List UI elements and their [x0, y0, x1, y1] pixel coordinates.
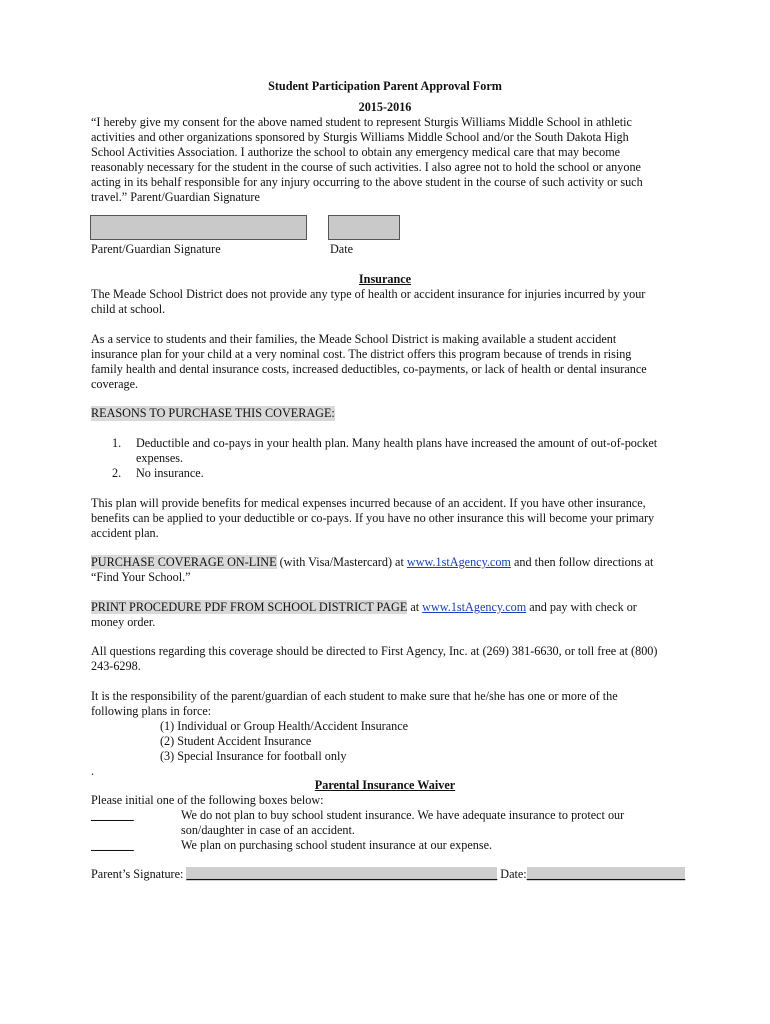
guardian-signature-field[interactable] [90, 215, 307, 240]
agency-link[interactable]: www.1stAgency.com [406, 555, 511, 569]
insurance-heading: Insurance [358, 272, 412, 286]
questions-line: 243-6298. [91, 659, 141, 673]
plan-item: (3) Special Insurance for football only [160, 749, 347, 763]
purchase-online-text: (with Visa/Mastercard) at [276, 555, 407, 569]
insurance-p1-line: The Meade School District does not provide any type of health or accident insurance for injuries incurred by your [91, 287, 646, 301]
waiver-option-1: We do not plan to buy school student insurance. We have adequate insurance to protect our [181, 808, 625, 822]
agency-link[interactable]: www.1stAgency.com [422, 600, 527, 614]
initial-blank-2[interactable]: _______ [91, 838, 134, 852]
consent-line: reasonably necessary for the student in the course of such activities. I also agree not to hold the school or anyone [91, 160, 641, 174]
reason-number: 1. [112, 436, 122, 450]
plan-item: (2) Student Accident Insurance [160, 734, 312, 748]
waiver-heading: Parental Insurance Waiver [314, 778, 456, 792]
print-procedure-line [91, 600, 637, 615]
print-procedure-line2: money order. [91, 615, 156, 629]
insurance-p2-line: As a service to students and their families, the Meade School District is making available a student accident [91, 332, 617, 346]
initial-blank-1[interactable]: _______ [91, 808, 134, 822]
print-procedure-highlight: PRINT PROCEDURE PDF FROM SCHOOL DISTRICT PAGE [91, 600, 408, 614]
parent-signature-label: Parent’s Signature: [91, 867, 187, 881]
reason-text: No insurance. [136, 466, 204, 480]
insurance-p2-line: family health and dental insurance costs, increased deductibles, co-payments, or lack of health or dental insurance [91, 362, 647, 376]
stray-dot: . [91, 764, 95, 778]
waiver-option-1-cont: son/daughter in case of an accident. [181, 823, 355, 837]
waiver-option-2: We plan on purchasing school student insurance at our expense. [181, 838, 493, 852]
waiver-instruction: Please initial one of the following boxes below: [91, 793, 324, 807]
benefits-line: This plan will provide benefits for medical expenses incurred because of an accident. If you have other insurance, [91, 496, 646, 510]
consent-line: acting in its behalf responsible for any injury occurring to the above student in the course of such activity or such [91, 175, 643, 189]
waiver-date-field[interactable]: __________________________ [526, 867, 686, 881]
reason-text: expenses. [136, 451, 184, 465]
questions-line: All questions regarding this coverage should be directed to First Agency, Inc. at (269) 381-6630, or toll free at (800) [91, 644, 658, 658]
purchase-online-text-end: and then follow directions at [510, 555, 654, 569]
form-year: 2015-2016 [358, 100, 412, 114]
purchase-online-line2: “Find Your School.” [91, 570, 191, 584]
insurance-p2-line: insurance plan for your child at a very nominal cost. The district offers this program because of trends in rising [91, 347, 632, 361]
consent-line: School Activities Association. I authorize the school to obtain any emergency medical care that may become [91, 145, 621, 159]
purchase-online-highlight: PURCHASE COVERAGE ON-LINE [91, 555, 277, 569]
insurance-p2-line: coverage. [91, 377, 139, 391]
responsibility-line: It is the responsibility of the parent/guardian of each student to make sure that he/she has one or more of the [91, 689, 618, 703]
print-procedure-text: at [407, 600, 423, 614]
plan-item: (1) Individual or Group Health/Accident Insurance [160, 719, 409, 733]
date-field[interactable] [328, 215, 400, 240]
benefits-line: accident plan. [91, 526, 159, 540]
signature-label: Parent/Guardian Signature [91, 242, 221, 256]
print-procedure-text-end: and pay with check or [526, 600, 637, 614]
insurance-p1-line: child at school. [91, 302, 166, 316]
consent-line: “I hereby give my consent for the above named student to represent Sturgis Williams Middle School in athletic [91, 115, 632, 129]
parent-signature-field[interactable]: ___________________________________________________ [186, 867, 498, 881]
reason-text: Deductible and co-pays in your health plan. Many health plans have increased the amount of out-of-pocket [136, 436, 658, 450]
consent-line: activities and other organizations sponsored by Sturgis Williams Middle School and/or the South Dakota High [91, 130, 629, 144]
purchase-online-line [91, 555, 653, 570]
benefits-line: benefits can be applied to your deductible or co-pays. If you have no other insurance this will become your primary [91, 511, 655, 525]
reasons-heading: REASONS TO PURCHASE THIS COVERAGE: [91, 406, 335, 420]
reason-number: 2. [112, 466, 122, 480]
parent-signature-line [91, 867, 685, 882]
responsibility-line: following plans in force: [91, 704, 212, 718]
waiver-date-label: Date: [497, 867, 527, 881]
consent-line: travel.” Parent/Guardian Signature [91, 190, 260, 204]
form-title: Student Participation Parent Approval Form [268, 79, 502, 93]
date-label: Date [330, 242, 354, 256]
